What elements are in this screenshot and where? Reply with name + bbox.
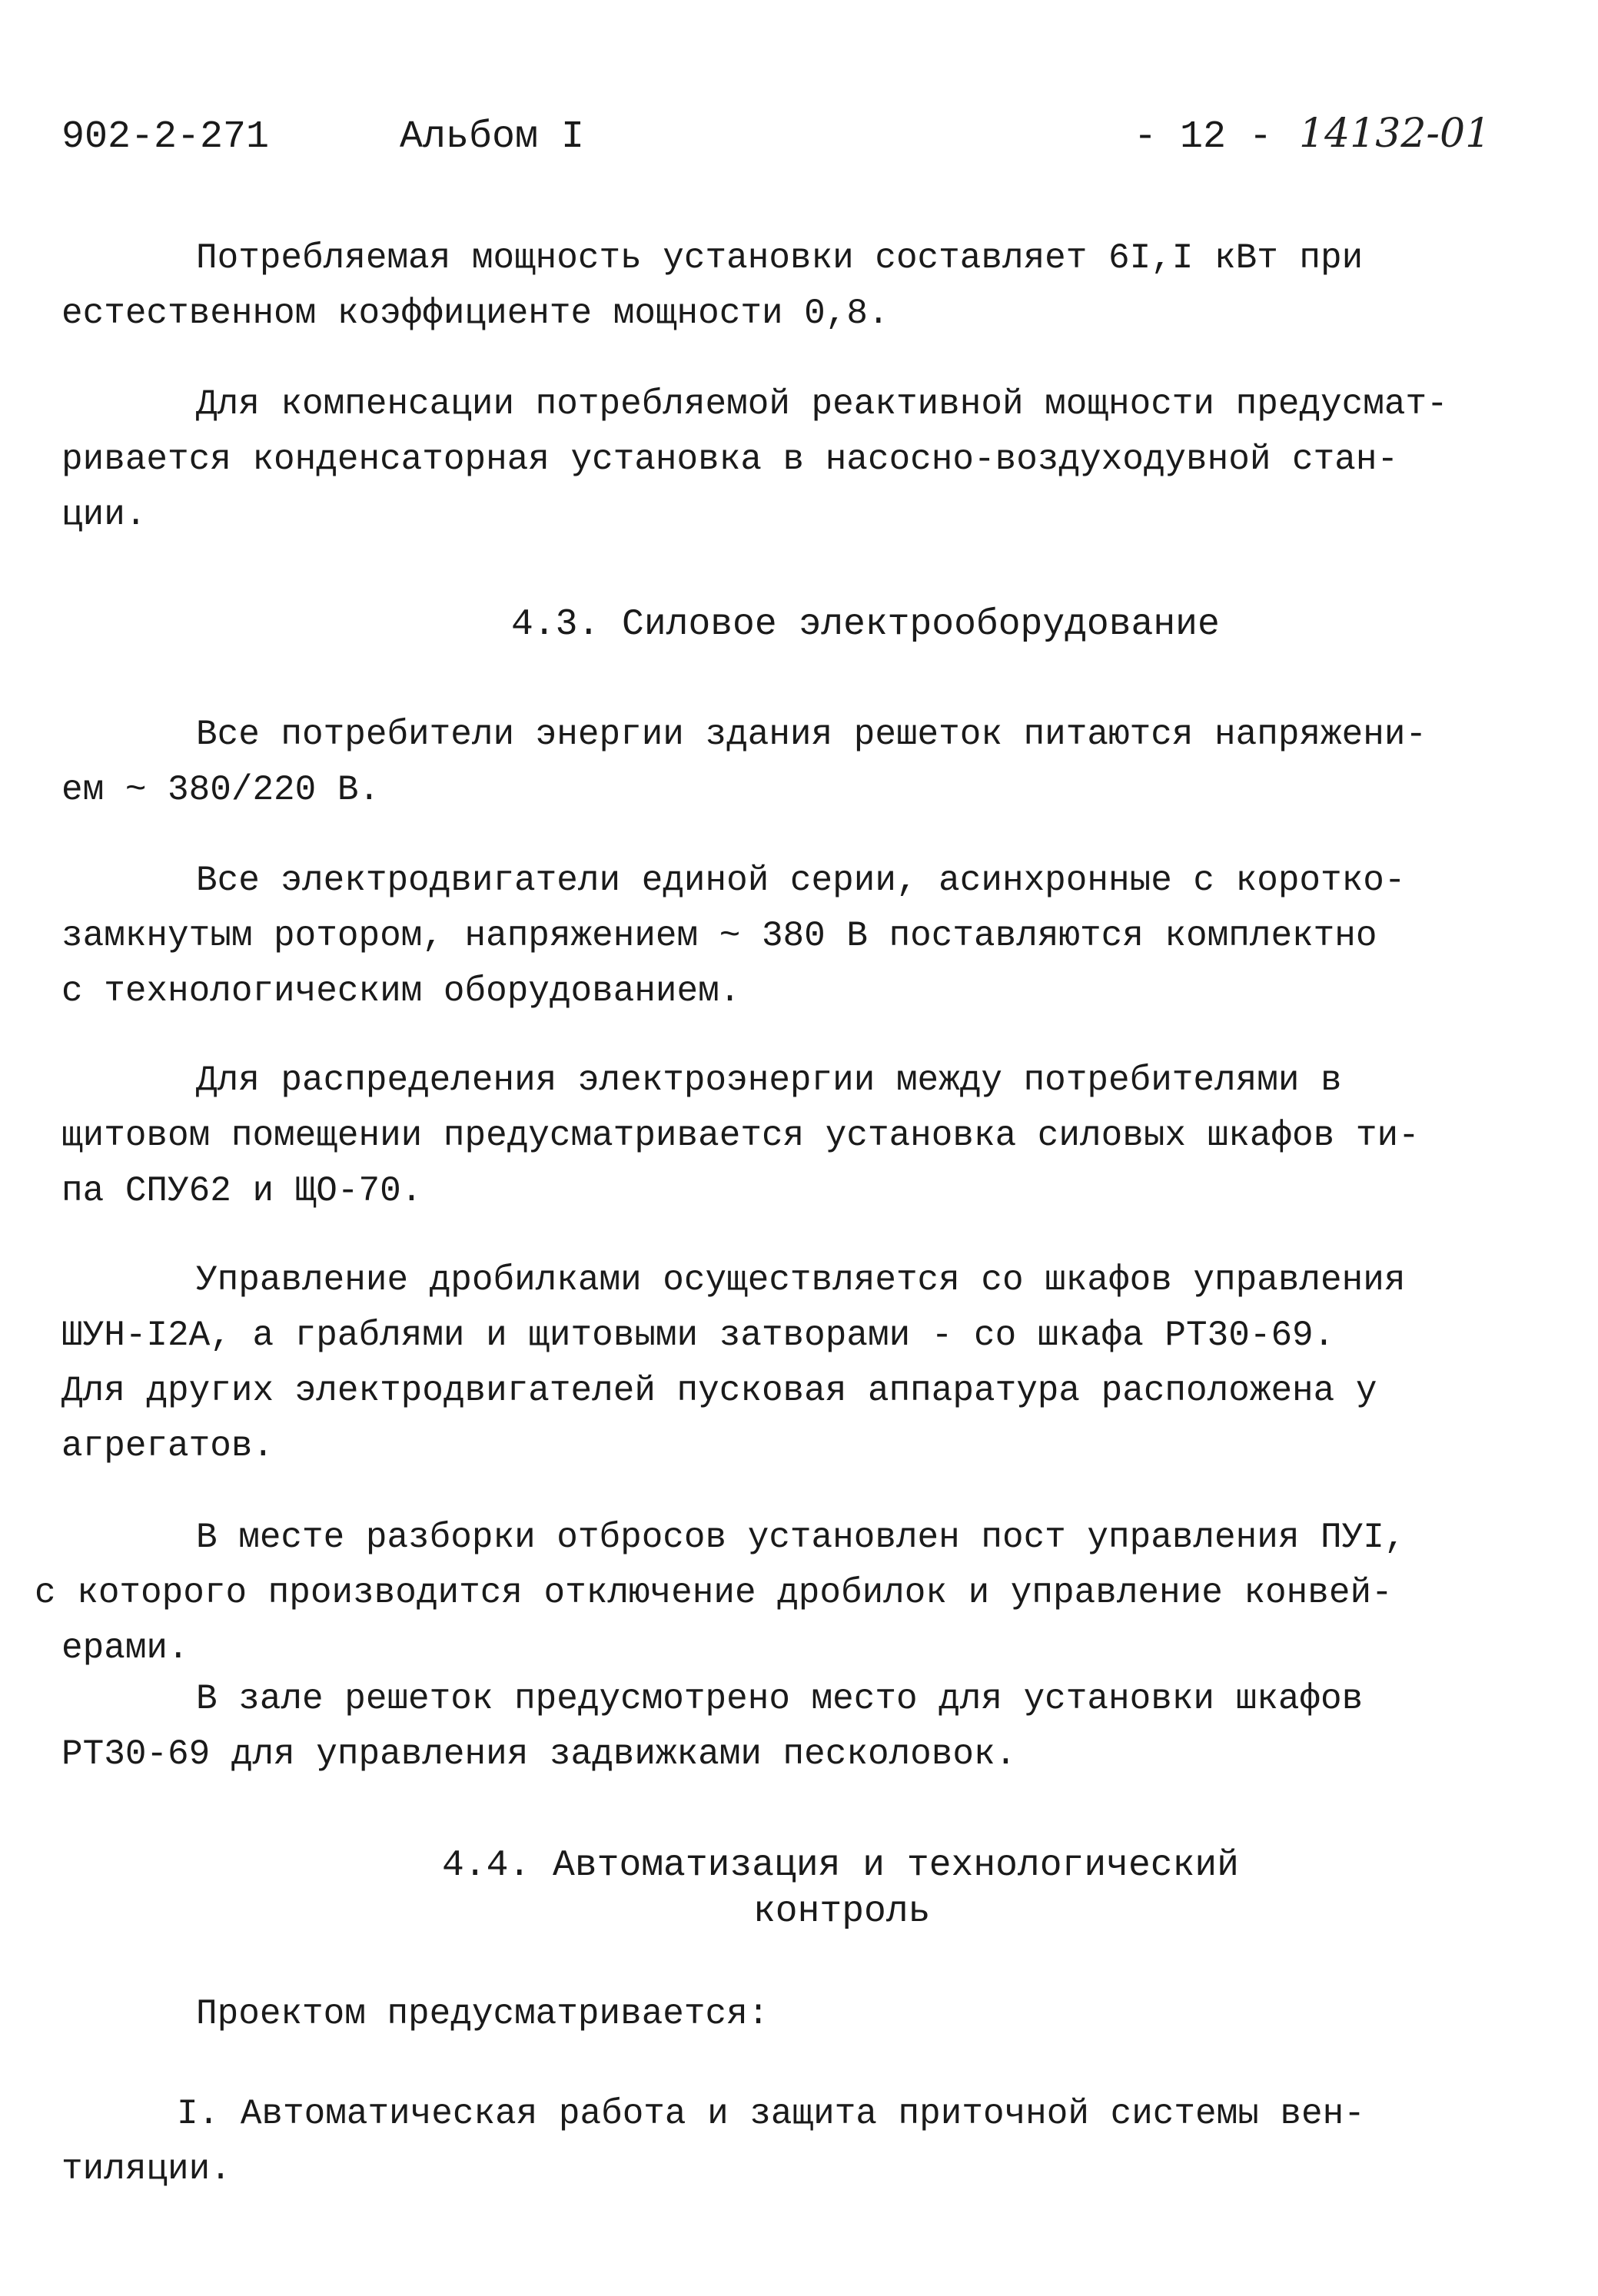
- text-line: ем ~ 380/220 В.: [61, 770, 380, 810]
- text-line: Для распределения электроэнергии между потребителями в: [196, 1060, 1342, 1100]
- text-line: ерами.: [61, 1628, 189, 1668]
- text-line: I. Автоматическая работа и защита приточной системы вен-: [177, 2094, 1365, 2134]
- text-line: Проектом предусматривается:: [196, 1994, 769, 2034]
- paragraph-screen-hall: [61, 1671, 1522, 1782]
- text-line: ции.: [61, 495, 147, 535]
- section-heading-4-3: 4.3. Силовое электрооборудование: [511, 604, 1220, 645]
- text-line: замкнутым ротором, напряжением ~ 380 В поставляются комплектно: [61, 916, 1377, 956]
- paragraph-control-post: [35, 1510, 1495, 1676]
- paragraph-power-consumption: [61, 231, 1522, 341]
- paragraph-consumers-voltage: [61, 707, 1522, 818]
- page-header: [61, 111, 1507, 177]
- text-line: Управление дробилками осуществляется со шкафов управления: [196, 1260, 1406, 1300]
- paragraph-distribution: [61, 1053, 1522, 1219]
- text-line: тиляции.: [61, 2149, 231, 2189]
- text-line: Для компенсации потребляемой реактивной мощности предусмат-: [196, 384, 1448, 424]
- text-line: естественном коэффициенте мощности 0,8.: [61, 294, 889, 333]
- text-line: В месте разборки отбросов установлен пост управления ПУI,: [196, 1518, 1406, 1558]
- paragraph-item-1: [61, 2086, 1522, 2197]
- text-line: РТ30-69 для управления задвижками песколовок.: [61, 1734, 1017, 1774]
- text-line: Все электродвигатели единой серии, асинхронные с коротко-: [196, 861, 1406, 901]
- text-line: Все потребители энергии здания решеток питаются напряжени-: [196, 715, 1427, 755]
- paragraph-compensation: [61, 377, 1522, 542]
- text-line: па СПУ62 и ЩО-70.: [61, 1171, 423, 1211]
- section-heading-4-4: 4.4. Автоматизация и технологический: [442, 1845, 1239, 1886]
- page-number: - 12 -: [1134, 115, 1273, 159]
- section-heading-4-4-continued: контроль: [753, 1891, 931, 1933]
- album-label: Альбом I: [400, 115, 585, 159]
- handwritten-code: 14132-01: [1299, 111, 1491, 157]
- doc-code: 902-2-271: [61, 115, 270, 159]
- paragraph-crusher-control: [61, 1253, 1522, 1474]
- text-line: В зале решеток предусмотрено место для установки шкафов: [196, 1679, 1364, 1719]
- text-line: с которого производится отключение дробилок и управление конвей-: [35, 1573, 1393, 1613]
- paragraph-project-provides: [61, 1986, 1522, 2042]
- paragraph-motors: [61, 853, 1522, 1019]
- text-line: агрегатов.: [61, 1426, 274, 1466]
- text-line: Потребляемая мощность установки составляет 6I,I кВт при: [196, 238, 1364, 278]
- text-line: щитовом помещении предусматривается установка силовых шкафов ти-: [61, 1116, 1420, 1156]
- text-line: с технологическим оборудованием.: [61, 971, 741, 1011]
- text-line: ривается конденсаторная установка в насосно-воздуходувной стан-: [61, 440, 1399, 479]
- text-line: Для других электродвигателей пусковая аппаратура расположена у: [61, 1371, 1377, 1411]
- text-line: ШУН-I2А, а граблями и щитовыми затворами - со шкафа РТ30-69.: [61, 1316, 1335, 1355]
